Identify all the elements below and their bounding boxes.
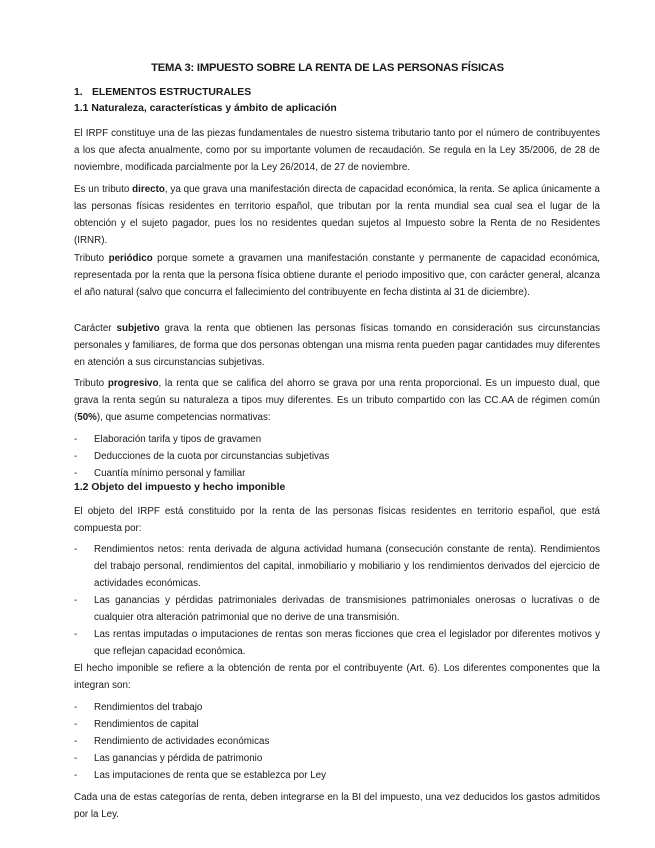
paragraph-intro: El IRPF constituye una de las piezas fundamentales de nuestro sistema tributario tanto por el número de contribuyentes a los que afecta anualmente, como por su importante volumen de recaudación. Se regula en la Ley 35/2006, de 28 de noviembre, modificada parcialmente por la Ley 26/2014, de 27 de noviembre. xyxy=(74,128,600,173)
list-item: - Las rentas imputadas o imputaciones de rentas son meras ficciones que crea el legislador por diferentes motivos y que reflejan capacidad económica. xyxy=(74,626,600,660)
list-item: - Las ganancias y pérdidas patrimoniales derivadas de transmisiones patrimoniales onerosas o lucrativas o de cualquier otra alteración patrimonial que no derive de una transmisión. xyxy=(74,592,600,626)
paragraph-periodico: Tributo periódico porque somete a gravamen una manifestación constante y permanente de capacidad económica, representada por la renta que la persona física obtiene durante el periodo impositivo que, con carácter general, alcanza el año natural (salvo que concurra el fallecimiento del contribuyente en fecha distinta al 31 de diciembre). xyxy=(74,253,600,298)
list-item: - Deducciones de la cuota por circunstancias subjetivas xyxy=(74,448,600,465)
list-item: - Rendimientos de capital xyxy=(74,716,600,733)
section-title: ELEMENTOS ESTRUCTURALES xyxy=(92,87,252,98)
paragraph-directo: Es un tributo directo, ya que grava una manifestación directa de capacidad económica, la renta. Se aplica únicamente a las personas físicas residentes en territorio español, que tributan por la renta mundial sea cual sea el lugar de la obtención y el sujeto pagador, pues los no residentes quedan sujetos al Impuesto sobre la Renta de no Residentes (IRNR). xyxy=(74,184,600,246)
section-heading xyxy=(74,87,251,98)
list-item: - Las imputaciones de renta que se establezca por Ley xyxy=(74,767,600,784)
list-item: - Las ganancias y pérdida de patrimonio xyxy=(74,750,600,767)
list-item: - Rendimientos del trabajo xyxy=(74,699,600,716)
paragraph-hecho-imponible: El hecho imponible se refiere a la obtención de renta por el contribuyente (Art. 6). Los diferentes componentes que la integran son: xyxy=(74,663,600,691)
paragraph-conclusion: Cada una de estas categorías de renta, deben integrarse en la BI del impuesto, una vez deducidos los gastos admitidos por la Ley. xyxy=(74,792,600,820)
subsection-heading-1-1: 1.1 Naturaleza, características y ámbito de aplicación xyxy=(74,103,337,114)
list-item: - Rendimientos netos: renta derivada de alguna actividad humana (consecución constante de renta). Rendimientos del trabajo personal, rendimientos del capital, inmobiliario y mobiliario y los rendimientos derivados del ejercicio de actividades económicas. xyxy=(74,541,600,592)
paragraph-progresivo: Tributo progresivo, la renta que se califica del ahorro se grava por una renta proporcional. Es un impuesto dual, que grava la renta según su naturaleza a tipos muy diferentes. Es un tributo compartido con las CC.AA de régimen común (50%), que asume competencias normativas: xyxy=(74,378,600,423)
renta-components-list xyxy=(74,541,600,660)
list-item: - Cuantía mínimo personal y familiar xyxy=(74,465,600,482)
paragraph-objeto: El objeto del IRPF está constituido por la renta de las personas físicas residentes en territorio español, que está compuesta por: xyxy=(74,506,600,534)
list-item: - Elaboración tarifa y tipos de gravamen xyxy=(74,431,600,448)
competencias-list xyxy=(74,431,600,482)
section-number: 1. xyxy=(74,87,83,98)
paragraph-subjetivo: Carácter subjetivo grava la renta que obtienen las personas físicas tomando en consideración sus circunstancias personales y familiares, de forma que dos personas obtengan una misma renta pueden pagar cantidades muy diferentes en atención a sus circunstancias subjetivas. xyxy=(74,323,600,368)
subsection-heading-1-2: 1.2 Objeto del impuesto y hecho imponible xyxy=(74,482,286,493)
hecho-imponible-list xyxy=(74,699,600,784)
document-title: TEMA 3: IMPUESTO SOBRE LA RENTA DE LAS PERSONAS FÍSICAS xyxy=(151,62,504,74)
list-item: - Rendimiento de actividades económicas xyxy=(74,733,600,750)
